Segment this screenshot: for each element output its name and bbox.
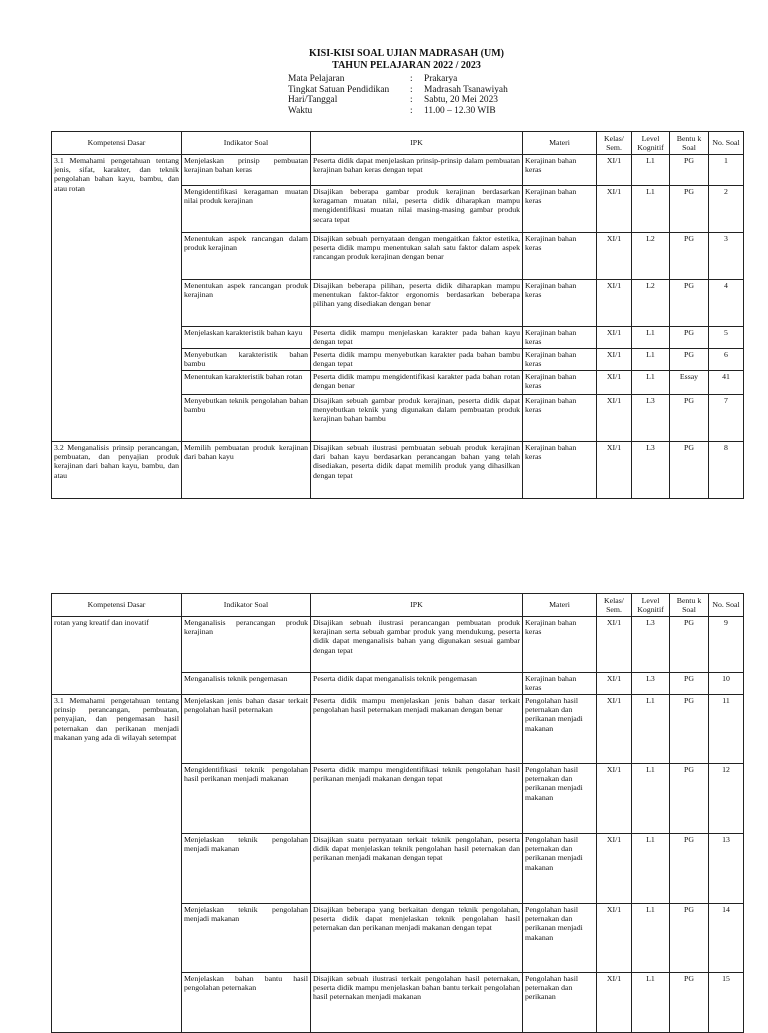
ipk-cell: Peserta didik mampu menyebutkan karakter pada bahan bambu dengan tepat <box>311 349 523 371</box>
kisi-table-page-1 <box>51 131 744 499</box>
indikator-cell: Mengidentifikasi keragaman muatan nilai produk kerajinan <box>182 186 311 233</box>
col-header-ipk: IPK <box>311 594 523 617</box>
kd-cell: 3.1 Memahami pengetahuan tentang jenis, sifat, karakter, dan teknik pengolahan bahan kayu, bambu, dan atau rotan <box>52 155 182 442</box>
kelas-cell: XI/1 <box>597 834 632 904</box>
level-cell: L1 <box>632 371 670 395</box>
col-header-bentuk: Bentu k Soal <box>670 594 709 617</box>
bentuk-cell: PG <box>670 280 709 327</box>
kelas-cell: XI/1 <box>597 395 632 442</box>
kd-cell: 3.1 Memahami pengetahuan tentang prinsip perancangan, pembuatan, penyajian, dan pengemasan hasil peternakan dan perikanan menjadi makanan yang ada di wilayah setempat <box>52 695 182 1033</box>
table-row <box>52 695 744 764</box>
no-cell: 14 <box>709 904 744 973</box>
indikator-cell: Menentukan karakteristik bahan rotan <box>182 371 311 395</box>
no-cell: 4 <box>709 280 744 327</box>
materi-cell: Kerajinan bahan keras <box>523 617 597 673</box>
document-header <box>0 48 768 72</box>
indikator-cell: Menganalisis perancangan produk kerajinan <box>182 617 311 673</box>
materi-cell: Kerajinan bahan keras <box>523 442 597 499</box>
bentuk-cell: PG <box>670 349 709 371</box>
col-header-level: Level Kognitif <box>632 132 670 155</box>
meta-row-level <box>288 85 508 96</box>
no-cell: 13 <box>709 834 744 904</box>
materi-cell: Kerajinan bahan keras <box>523 395 597 442</box>
col-header-level: Level Kognitif <box>632 594 670 617</box>
indikator-cell: Menjelaskan jenis bahan dasar terkait pengolahan hasil peternakan <box>182 695 311 764</box>
ipk-cell: Peserta didik mampu menjelaskan karakter pada bahan kayu dengan tepat <box>311 327 523 349</box>
ipk-cell: Disajikan sebuah ilustrasi perancangan pembuatan produk kerajinan serta sebuah gambar produk yang mendukung, peserta didik dapat menganalisis bahan yang digunakan sesuai gambar dengan tepat <box>311 617 523 673</box>
ipk-cell: Disajikan beberapa pilihan, peserta didik diharapkan mampu menentukan faktor-faktor ergonomis berdasarkan beberapa pilihan yang disediakan dengan benar <box>311 280 523 327</box>
kelas-cell: XI/1 <box>597 233 632 280</box>
col-header-kd: Kompetensi Dasar <box>52 132 182 155</box>
indikator-cell: Mengidentifikasi teknik pengolahan hasil perikanan menjadi makanan <box>182 764 311 834</box>
level-cell: L1 <box>632 973 670 1033</box>
kelas-cell: XI/1 <box>597 186 632 233</box>
indikator-cell: Menjelaskan karakteristik bahan kayu <box>182 327 311 349</box>
no-cell: 6 <box>709 349 744 371</box>
level-cell: L1 <box>632 186 670 233</box>
no-cell: 12 <box>709 764 744 834</box>
level-cell: L3 <box>632 673 670 695</box>
meta-value: Prakarya <box>424 74 458 84</box>
kd-cell: 3.2 Menganalisis prinsip perancangan, pembuatan, dan penyajian produk kerajinan dari bahan kayu, bambu, dan atau <box>52 442 182 499</box>
kelas-cell: XI/1 <box>597 327 632 349</box>
level-cell: L1 <box>632 695 670 764</box>
level-cell: L3 <box>632 395 670 442</box>
no-cell: 8 <box>709 442 744 499</box>
exam-meta <box>288 74 508 116</box>
col-header-indikator: Indikator Soal <box>182 594 311 617</box>
bentuk-cell: Essay <box>670 371 709 395</box>
ipk-cell: Disajikan sebuah ilustrasi pembuatan sebuah produk kerajinan dari bahan kayu berdasarkan perancangan bahan yang telah disediakan, peserta didik dapat memilih produk yang dihasilkan dengan tepat <box>311 442 523 499</box>
meta-colon: : <box>410 84 413 95</box>
col-header-bentuk: Bentu k Soal <box>670 132 709 155</box>
bentuk-cell: PG <box>670 233 709 280</box>
materi-cell: Kerajinan bahan keras <box>523 233 597 280</box>
ipk-cell: Disajikan beberapa yang berkaitan dengan teknik pengolahan, peserta didik dapat menjelaskan teknik pengolahan hasil peternakan dan perikanan menjadi makanan dengan tepat <box>311 904 523 973</box>
ipk-cell: Peserta didik mampu menjelaskan jenis bahan dasar terkait pengolahan hasil peternakan menjadi makanan dengan benar <box>311 695 523 764</box>
meta-value: Sabtu, 20 Mei 2023 <box>424 95 498 106</box>
indikator-cell: Menjelaskan prinsip pembuatan kerajinan bahan keras <box>182 155 311 186</box>
materi-cell: Pengolahan hasil peternakan dan perikanan menjadi makanan <box>523 834 597 904</box>
kelas-cell: XI/1 <box>597 973 632 1033</box>
meta-colon: : <box>410 74 413 84</box>
materi-cell: Kerajinan bahan keras <box>523 327 597 349</box>
indikator-cell: Menjelaskan teknik pengolahan menjadi makanan <box>182 834 311 904</box>
indikator-cell: Menentukan aspek rancangan produk kerajinan <box>182 280 311 327</box>
no-cell: 9 <box>709 617 744 673</box>
kisi-table-page-2 <box>51 593 744 1033</box>
bentuk-cell: PG <box>670 186 709 233</box>
level-cell: L1 <box>632 349 670 371</box>
kelas-cell: XI/1 <box>597 349 632 371</box>
ipk-cell: Peserta didik dapat menjelaskan prinsip-prinsip dalam pembuatan kerajinan bahan keras dengan tepat <box>311 155 523 186</box>
meta-label: Mata Pelajaran <box>288 74 345 84</box>
kelas-cell: XI/1 <box>597 442 632 499</box>
ipk-cell: Disajikan suatu pernyataan terkait teknik pengolahan, peserta didik dapat menjelaskan teknik pengolahan hasil peternakan dan perikanan menjadi makanan dengan tepat <box>311 834 523 904</box>
document-subtitle: TAHUN PELAJARAN 2022 / 2023 <box>332 60 481 71</box>
bentuk-cell: PG <box>670 673 709 695</box>
no-cell: 10 <box>709 673 744 695</box>
kelas-cell: XI/1 <box>597 673 632 695</box>
no-cell: 3 <box>709 233 744 280</box>
table-row <box>52 442 744 499</box>
col-header-materi: Materi <box>523 594 597 617</box>
level-cell: L3 <box>632 617 670 673</box>
level-cell: L3 <box>632 442 670 499</box>
col-header-kelas: Kelas/ Sem. <box>597 594 632 617</box>
ipk-cell: Disajikan sebuah ilustrasi terkait pengolahan hasil peternakan, peserta didik mampu menjelaskan bahan bantu terkait pengolahan hasil peternakan menjadi makanan <box>311 973 523 1033</box>
col-header-indikator: Indikator Soal <box>182 132 311 155</box>
bentuk-cell: PG <box>670 617 709 673</box>
ipk-cell: Disajikan sebuah gambar produk kerajinan, peserta didik dapat menyebutkan teknik yang digunakan dalam pembuatan produk kerajinan bahan bambu <box>311 395 523 442</box>
kelas-cell: XI/1 <box>597 617 632 673</box>
no-cell: 11 <box>709 695 744 764</box>
kelas-cell: XI/1 <box>597 764 632 834</box>
kd-cell: rotan yang kreatif dan inovatif <box>52 617 182 695</box>
no-cell: 41 <box>709 371 744 395</box>
materi-cell: Pengolahan hasil peternakan dan perikanan menjadi makanan <box>523 764 597 834</box>
meta-row-time <box>288 106 508 117</box>
bentuk-cell: PG <box>670 695 709 764</box>
bentuk-cell: PG <box>670 395 709 442</box>
no-cell: 1 <box>709 155 744 186</box>
meta-label: Tingkat Satuan Pendidikan <box>288 84 390 95</box>
bentuk-cell: PG <box>670 327 709 349</box>
ipk-cell: Peserta didik dapat menganalisis teknik pengemasan <box>311 673 523 695</box>
meta-colon: : <box>410 95 413 106</box>
bentuk-cell: PG <box>670 155 709 186</box>
level-cell: L1 <box>632 834 670 904</box>
document-title: KISI-KISI SOAL UJIAN MADRASAH (UM) <box>308 48 505 59</box>
table-row <box>52 617 744 673</box>
no-cell: 7 <box>709 395 744 442</box>
materi-cell: Kerajinan bahan keras <box>523 371 597 395</box>
level-cell: L1 <box>632 904 670 973</box>
ipk-cell: Disajikan sebuah pernyataan dengan mengaitkan faktor estetika, peserta didik mampu menentukan salah satu faktor dalam aspek rancangan produk kerajinan dengan benar <box>311 233 523 280</box>
indikator-cell: Menjelaskan bahan bantu hasil pengolahan peternakan <box>182 973 311 1033</box>
table-header-row <box>52 594 744 617</box>
table-row <box>52 155 744 186</box>
no-cell: 15 <box>709 973 744 1033</box>
materi-cell: Kerajinan bahan keras <box>523 673 597 695</box>
no-cell: 2 <box>709 186 744 233</box>
meta-value: 11.00 – 12.30 WIB <box>424 105 496 116</box>
indikator-cell: Memilih pembuatan produk kerajinan dari bahan kayu <box>182 442 311 499</box>
kelas-cell: XI/1 <box>597 280 632 327</box>
meta-colon: : <box>410 105 413 116</box>
ipk-cell: Peserta didik mampu mengidentifikasi teknik pengolahan hasil perikanan menjadi makanan dengan tepat <box>311 764 523 834</box>
materi-cell: Pengolahan hasil peternakan dan perikanan menjadi makanan <box>523 904 597 973</box>
kelas-cell: XI/1 <box>597 695 632 764</box>
indikator-cell: Menyebutkan karakteristik bahan bambu <box>182 349 311 371</box>
bentuk-cell: PG <box>670 973 709 1033</box>
col-header-materi: Materi <box>523 132 597 155</box>
meta-value: Madrasah Tsanawiyah <box>424 84 508 95</box>
col-header-no: No. Soal <box>709 132 744 155</box>
indikator-cell: Menganalisis teknik pengemasan <box>182 673 311 695</box>
bentuk-cell: PG <box>670 834 709 904</box>
indikator-cell: Menjelaskan teknik pengolahan menjadi makanan <box>182 904 311 973</box>
meta-row-date <box>288 95 508 106</box>
col-header-kd: Kompetensi Dasar <box>52 594 182 617</box>
materi-cell: Pengolahan hasil peternakan dan perikanan menjadi makanan <box>523 695 597 764</box>
materi-cell: Pengolahan hasil peternakan dan perikanan <box>523 973 597 1033</box>
bentuk-cell: PG <box>670 442 709 499</box>
level-cell: L2 <box>632 233 670 280</box>
materi-cell: Kerajinan bahan keras <box>523 349 597 371</box>
materi-cell: Kerajinan bahan keras <box>523 186 597 233</box>
col-header-ipk: IPK <box>311 132 523 155</box>
table-header-row <box>52 132 744 155</box>
meta-label: Hari/Tanggal <box>288 95 338 106</box>
kelas-cell: XI/1 <box>597 371 632 395</box>
bentuk-cell: PG <box>670 904 709 973</box>
level-cell: L1 <box>632 155 670 186</box>
ipk-cell: Peserta didik mampu mengidentifikasi karakter pada bahan rotan dengan benar <box>311 371 523 395</box>
ipk-cell: Disajikan beberapa gambar produk kerajinan berdasarkan keragaman muatan nilai, peserta didik diharapkan mampu mengidentifikasi muatan nilai masing-masing gambar produk secara tepat <box>311 186 523 233</box>
col-header-no: No. Soal <box>709 594 744 617</box>
kelas-cell: XI/1 <box>597 155 632 186</box>
materi-cell: Kerajinan bahan keras <box>523 280 597 327</box>
bentuk-cell: PG <box>670 764 709 834</box>
indikator-cell: Menentukan aspek rancangan dalam produk kerajinan <box>182 233 311 280</box>
indikator-cell: Menyebutkan teknik pengolahan bahan bambu <box>182 395 311 442</box>
kelas-cell: XI/1 <box>597 904 632 973</box>
no-cell: 5 <box>709 327 744 349</box>
level-cell: L1 <box>632 327 670 349</box>
materi-cell: Kerajinan bahan keras <box>523 155 597 186</box>
level-cell: L2 <box>632 280 670 327</box>
meta-label: Waktu <box>288 105 313 116</box>
col-header-kelas: Kelas/ Sem. <box>597 132 632 155</box>
level-cell: L1 <box>632 764 670 834</box>
meta-row-subject <box>288 74 508 85</box>
